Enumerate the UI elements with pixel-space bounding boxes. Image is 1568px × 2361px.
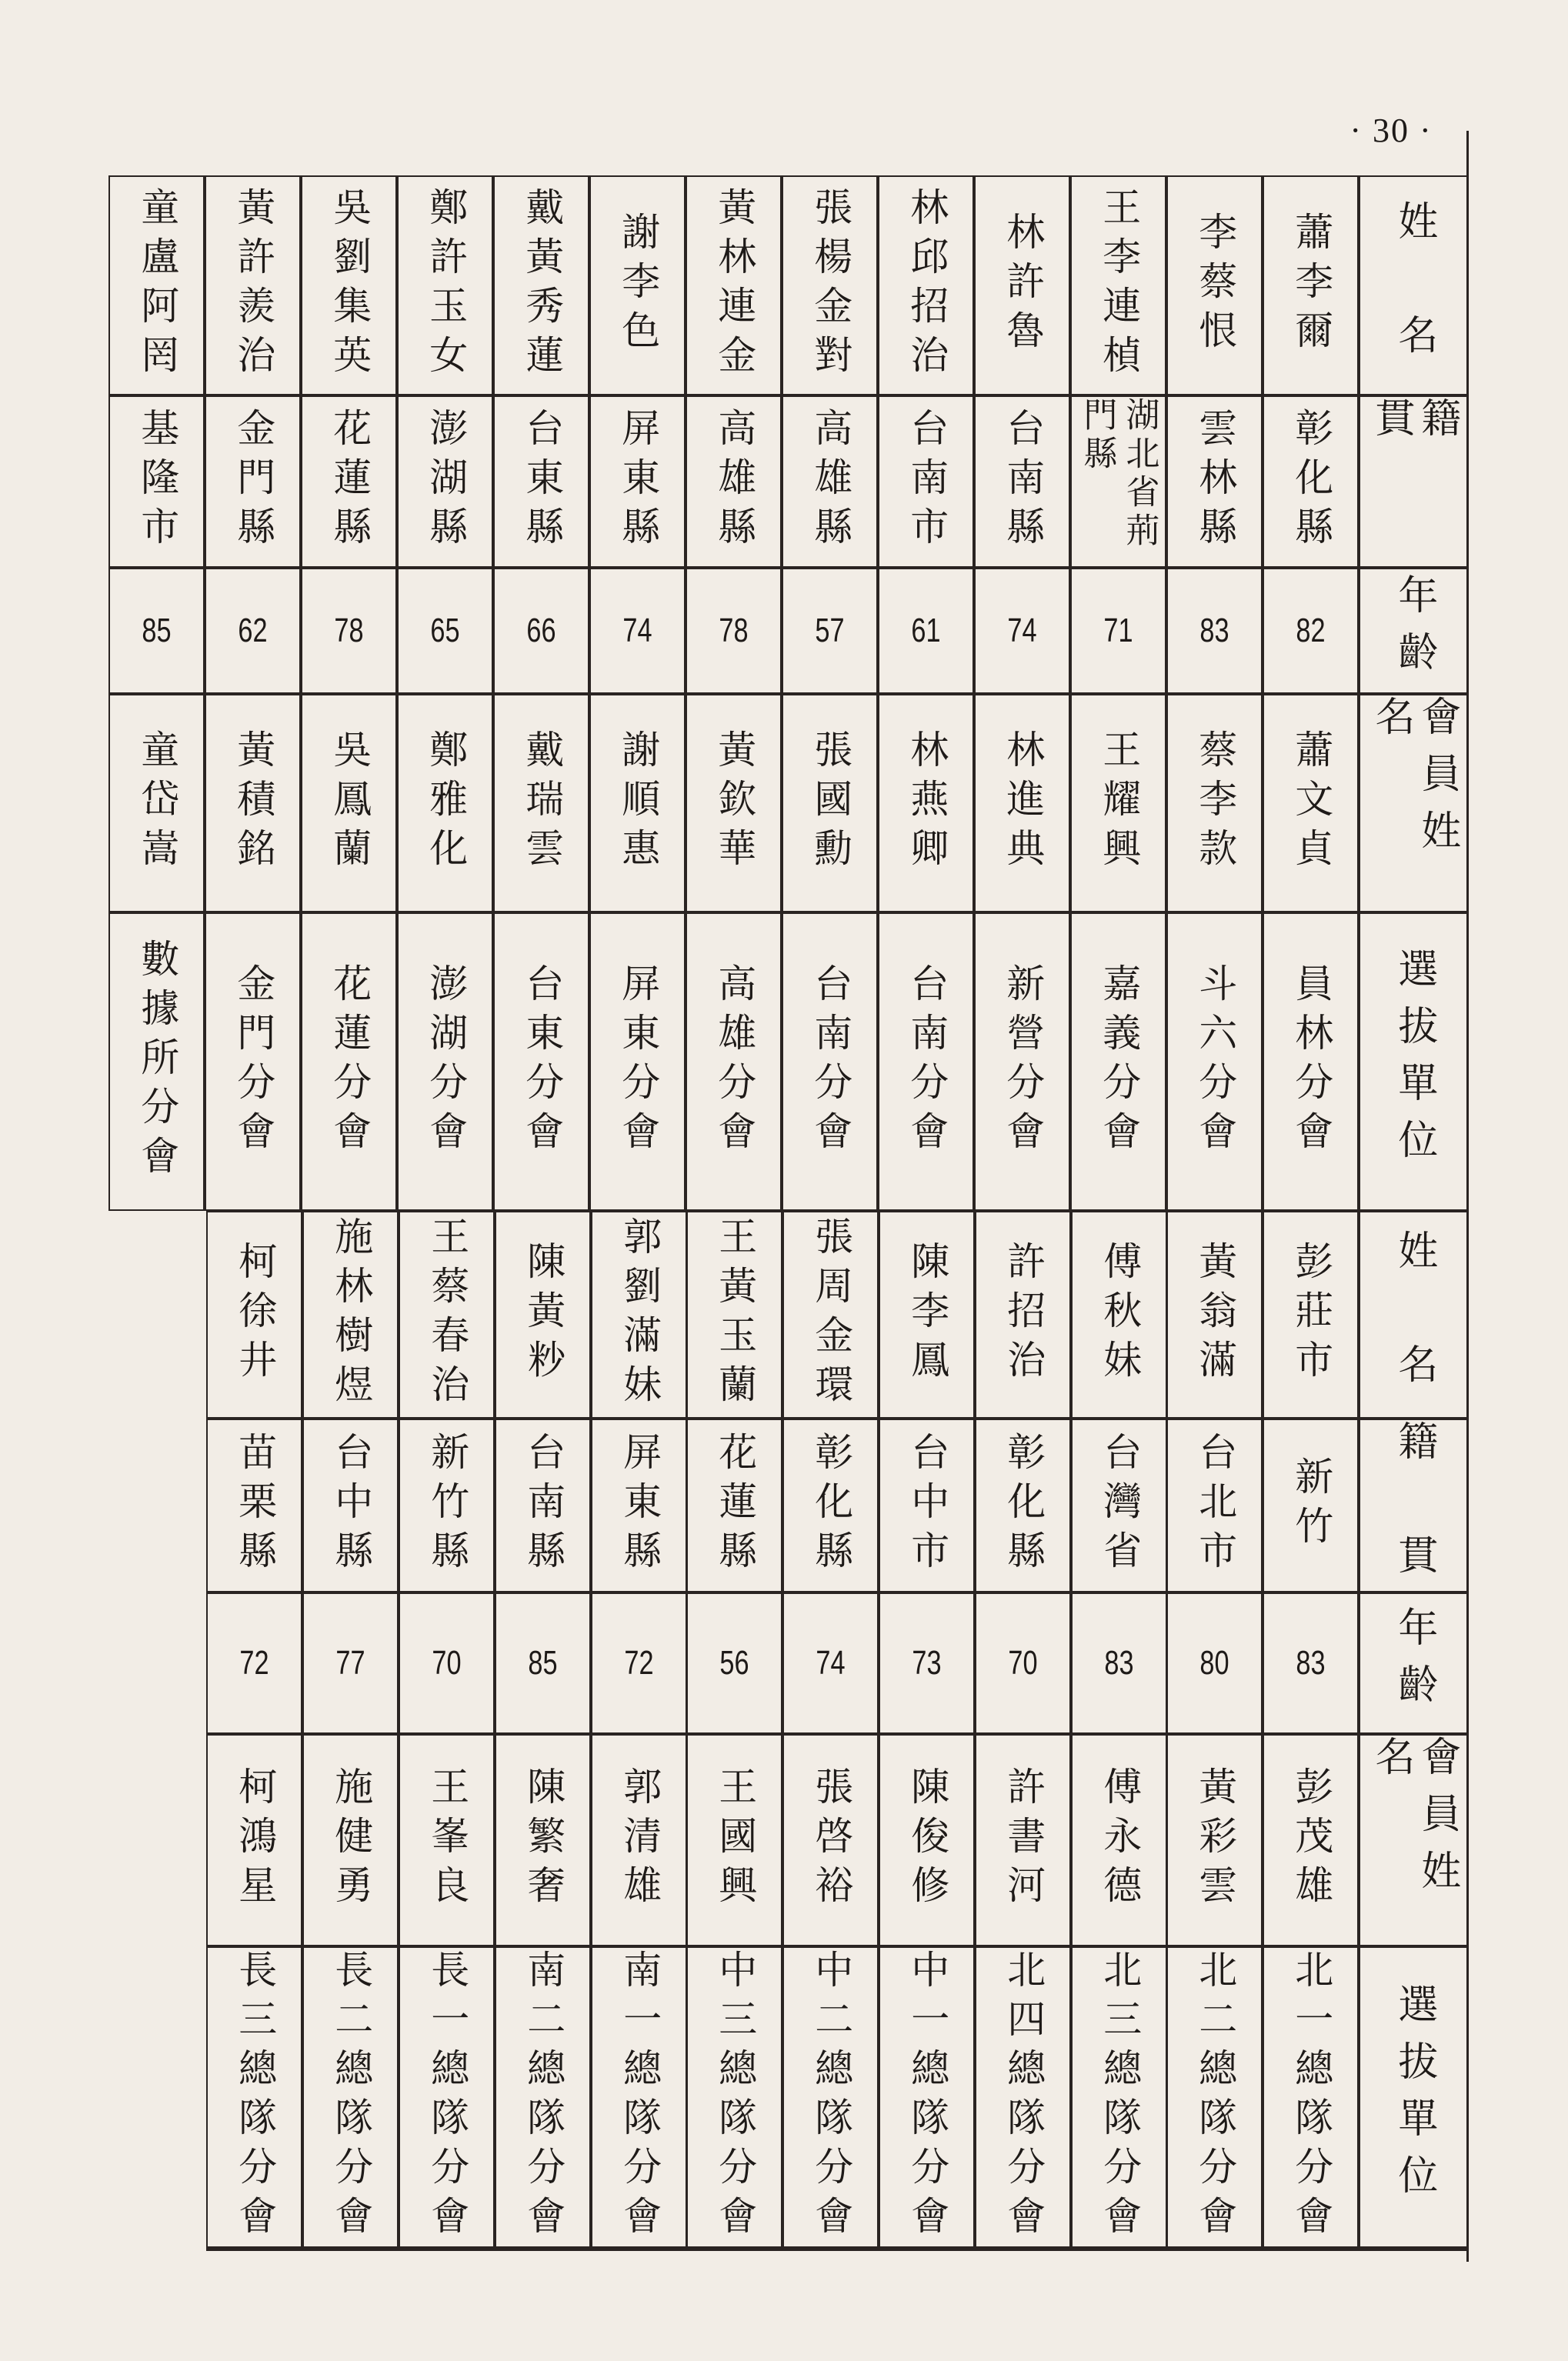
row-unit: 斗六分會 <box>1193 963 1238 1160</box>
row-age-cell <box>974 568 1070 694</box>
row-age-cell <box>108 568 205 694</box>
row-member: 戴瑞雲 <box>519 729 565 877</box>
row2-member-cell <box>686 1734 782 1946</box>
row-name-cell <box>1070 175 1166 395</box>
row-member-cell <box>589 694 686 912</box>
row2-age: 70 <box>432 1644 462 1682</box>
header-native: 籍 貫 <box>1368 397 1460 511</box>
row2-name: 黃翁滿 <box>1193 1241 1238 1389</box>
row2-age-cell <box>399 1592 495 1734</box>
row-native: 彰化縣 <box>1289 408 1334 555</box>
header-unit: 選拔單位 <box>1390 948 1437 1175</box>
row2-name: 張周金環 <box>809 1216 854 1413</box>
row2-name-cell <box>686 1211 782 1419</box>
row-age-cell <box>686 568 782 694</box>
row2-name: 許招治 <box>1001 1241 1046 1389</box>
row2-member-cell <box>206 1734 302 1946</box>
row-unit: 嘉義分會 <box>1096 963 1142 1160</box>
row2-native: 台灣省 <box>1097 1432 1143 1579</box>
row-member-cell <box>397 694 493 912</box>
row-unit-cell <box>878 912 974 1211</box>
row2-unit: 南二總隊分會 <box>521 1949 566 2245</box>
row2-member: 陳俊修 <box>905 1766 950 1914</box>
row-age: 65 <box>430 612 460 649</box>
row2-unit: 北四總隊分會 <box>1001 1949 1046 2245</box>
row-member: 黃積銘 <box>231 729 276 877</box>
row2-native-cell <box>975 1419 1071 1592</box>
row-name-cell <box>397 175 493 395</box>
row2-unit: 中一總隊分會 <box>905 1949 950 2245</box>
header-unit-cell <box>1359 912 1468 1211</box>
row-native-cell <box>782 395 878 568</box>
row-unit-cell <box>1070 912 1166 1211</box>
row-member-cell <box>1166 694 1263 912</box>
row-name-cell <box>1263 175 1359 395</box>
row2-native: 台南縣 <box>521 1432 566 1579</box>
row-member: 王耀興 <box>1096 729 1142 877</box>
row-unit-cell <box>589 912 686 1211</box>
row2-native: 苗栗縣 <box>232 1432 278 1579</box>
row2-name-cell <box>591 1211 687 1419</box>
row2-age-cell <box>782 1592 879 1734</box>
row2-age: 85 <box>528 1644 558 1682</box>
row2-age-cell <box>591 1592 687 1734</box>
row-age: 71 <box>1103 612 1133 649</box>
row-age-cell <box>1166 568 1263 694</box>
row2-name-cell <box>1071 1211 1167 1419</box>
row-native-cell <box>108 395 205 568</box>
row-native: 屏東縣 <box>616 408 661 555</box>
row-age: 78 <box>719 612 749 649</box>
row2-name-cell <box>206 1211 302 1419</box>
row-unit-cell <box>1166 912 1263 1211</box>
row-age-cell <box>493 568 589 694</box>
row-unit: 澎湖分會 <box>423 963 469 1160</box>
row2-name: 陳黃粆 <box>521 1241 566 1389</box>
row-member-cell <box>205 694 301 912</box>
header2-unit: 選拔單位 <box>1390 1983 1437 2211</box>
row2-unit-cell <box>975 1946 1071 2248</box>
row-native-cell <box>589 395 686 568</box>
row-native-cell <box>974 395 1070 568</box>
row-name-cell <box>782 175 878 395</box>
row-member-cell <box>1263 694 1359 912</box>
row2-unit-cell <box>1166 1946 1263 2248</box>
row-unit-cell <box>205 912 301 1211</box>
row2-native-cell <box>591 1419 687 1592</box>
row-native-cell <box>205 395 301 568</box>
row2-member-cell <box>591 1734 687 1946</box>
row2-name-cell <box>879 1211 975 1419</box>
header-age-cell <box>1359 568 1468 694</box>
row2-unit: 南一總隊分會 <box>617 1949 662 2245</box>
row-unit: 台南分會 <box>808 963 853 1160</box>
header-age: 年齡 <box>1390 574 1437 688</box>
header2-age: 年齡 <box>1390 1606 1437 1720</box>
row-unit-cell <box>397 912 493 1211</box>
row-name: 黃林連金 <box>712 187 757 384</box>
row2-native-cell <box>302 1419 399 1592</box>
row-name-cell <box>301 175 397 395</box>
header-name-cell <box>1359 175 1468 395</box>
row-name: 張楊金對 <box>808 187 853 384</box>
row-member-cell <box>878 694 974 912</box>
row-native: 高雄縣 <box>808 408 853 555</box>
row2-name: 王黃玉蘭 <box>712 1216 758 1413</box>
row-unit: 高雄分會 <box>712 963 757 1160</box>
row2-age: 72 <box>239 1644 269 1682</box>
row-native: 花蓮縣 <box>327 408 372 555</box>
row2-age-cell <box>302 1592 399 1734</box>
header2-name: 姓 名 <box>1390 1229 1437 1400</box>
row2-name-cell <box>1166 1211 1263 1419</box>
row-member-cell <box>493 694 589 912</box>
row-name-cell <box>878 175 974 395</box>
row2-name: 施林樹煜 <box>329 1216 374 1413</box>
row-native: 高雄縣 <box>712 408 757 555</box>
row-unit-cell <box>686 912 782 1211</box>
row2-name: 陳李鳳 <box>905 1241 950 1389</box>
row-unit-cell <box>782 912 878 1211</box>
row-member-cell <box>108 694 205 912</box>
row-name-cell <box>686 175 782 395</box>
row-name-cell <box>108 175 205 395</box>
row2-member: 張啓裕 <box>809 1766 854 1914</box>
row2-native: 彰化縣 <box>1001 1432 1046 1579</box>
row2-unit-cell <box>206 1946 302 2248</box>
row2-name-cell <box>399 1211 495 1419</box>
row-native-cell <box>686 395 782 568</box>
row2-native: 彰化縣 <box>809 1432 854 1579</box>
row2-unit: 長三總隊分會 <box>232 1949 278 2245</box>
row2-unit-cell <box>495 1946 591 2248</box>
row2-member-cell <box>1166 1734 1263 1946</box>
row-member: 蔡李款 <box>1193 729 1238 877</box>
row2-native-cell <box>206 1419 302 1592</box>
row-member: 吳鳳蘭 <box>327 729 372 877</box>
row2-age: 56 <box>719 1644 749 1682</box>
row2-native: 花蓮縣 <box>712 1432 758 1579</box>
row2-unit: 長一總隊分會 <box>425 1949 470 2245</box>
row2-member: 王國興 <box>712 1766 758 1914</box>
row-age-cell <box>782 568 878 694</box>
row-name: 謝李色 <box>616 212 661 359</box>
row-unit-cell <box>493 912 589 1211</box>
header2-unit-cell <box>1359 1946 1468 2248</box>
row-name: 李蔡恨 <box>1193 212 1238 359</box>
row-native-cell <box>1070 395 1166 568</box>
row2-native: 台中市 <box>905 1432 950 1579</box>
row2-age-cell <box>206 1592 302 1734</box>
row-member: 童岱嵩 <box>135 729 180 877</box>
row-name-cell <box>974 175 1070 395</box>
header2-age-cell <box>1359 1592 1468 1734</box>
row2-name-cell <box>782 1211 879 1419</box>
row-native-cell <box>878 395 974 568</box>
row-native: 台南縣 <box>1000 408 1046 555</box>
row2-member-cell <box>302 1734 399 1946</box>
row-age: 78 <box>334 612 364 649</box>
row-unit-cell <box>1263 912 1359 1211</box>
row2-name: 柯徐井 <box>232 1241 278 1389</box>
row2-unit-cell <box>1071 1946 1167 2248</box>
row2-age-cell <box>1166 1592 1263 1734</box>
row2-member-cell <box>975 1734 1071 1946</box>
header2-native: 籍 貫 <box>1390 1420 1437 1591</box>
row2-name-cell <box>495 1211 591 1419</box>
row-member-cell <box>782 694 878 912</box>
row-age: 57 <box>815 612 845 649</box>
row2-name-cell <box>975 1211 1071 1419</box>
row-age: 74 <box>1007 612 1037 649</box>
row-member: 林進典 <box>1000 729 1046 877</box>
row2-member: 王峯良 <box>425 1766 470 1914</box>
row2-age-cell <box>975 1592 1071 1734</box>
row2-name: 彭莊市 <box>1289 1241 1334 1389</box>
row-name-cell <box>205 175 301 395</box>
row2-age-cell <box>1263 1592 1359 1734</box>
row2-name: 郭劉滿妹 <box>617 1216 662 1413</box>
header2-member: 會員姓名 <box>1368 1736 1460 1906</box>
row2-native-cell <box>1071 1419 1167 1592</box>
row2-member-cell <box>399 1734 495 1946</box>
row-unit-cell <box>301 912 397 1211</box>
row2-member-cell <box>1263 1734 1359 1946</box>
row2-age: 70 <box>1008 1644 1038 1682</box>
row-age-cell <box>878 568 974 694</box>
row-member: 張國勳 <box>808 729 853 877</box>
row-name: 蕭李爾 <box>1289 212 1334 359</box>
row-name-cell <box>493 175 589 395</box>
row-unit: 台南分會 <box>904 963 949 1160</box>
row2-age-cell <box>495 1592 591 1734</box>
header2-name-cell <box>1359 1211 1468 1419</box>
row-age: 85 <box>142 612 172 649</box>
row-unit: 花蓮分會 <box>327 963 372 1160</box>
row-member: 林燕卿 <box>904 729 949 877</box>
row2-age: 80 <box>1199 1644 1229 1682</box>
row2-unit: 北二總隊分會 <box>1193 1949 1238 2245</box>
row-member-cell <box>974 694 1070 912</box>
row2-native-cell <box>1263 1419 1359 1592</box>
row2-member: 柯鴻星 <box>232 1766 278 1914</box>
row2-unit-cell <box>879 1946 975 2248</box>
row2-member: 彭茂雄 <box>1289 1766 1334 1914</box>
row-age: 61 <box>911 612 941 649</box>
row-native: 台東縣 <box>519 408 565 555</box>
row-member: 黃欽華 <box>712 729 757 877</box>
row-native-cell <box>1263 395 1359 568</box>
row-name-cell <box>1166 175 1263 395</box>
header-member: 會員姓名 <box>1368 695 1460 866</box>
row2-native: 屏東縣 <box>617 1432 662 1579</box>
row-unit: 屏東分會 <box>616 963 661 1160</box>
row-name: 吳劉集英 <box>327 187 372 384</box>
header-native-cell <box>1359 395 1468 568</box>
row-member-cell <box>1070 694 1166 912</box>
row-age: 62 <box>238 612 268 649</box>
row2-member-cell <box>879 1734 975 1946</box>
row-native: 基隆市 <box>135 408 180 555</box>
row2-member: 許書河 <box>1001 1766 1046 1914</box>
row2-name-cell <box>1263 1211 1359 1419</box>
row-native-cell <box>301 395 397 568</box>
row2-unit: 北三總隊分會 <box>1097 1949 1143 2245</box>
row2-native-cell <box>1166 1419 1263 1592</box>
row-age: 74 <box>622 612 652 649</box>
row2-unit-cell <box>782 1946 879 2248</box>
row2-native-cell <box>495 1419 591 1592</box>
row-native-cell <box>397 395 493 568</box>
row2-native: 新竹 <box>1289 1456 1334 1555</box>
row2-member-cell <box>782 1734 879 1946</box>
row-member-cell <box>301 694 397 912</box>
row-native-cell <box>493 395 589 568</box>
row-age-cell <box>397 568 493 694</box>
row2-age: 73 <box>912 1644 942 1682</box>
row2-native: 台北市 <box>1193 1432 1238 1579</box>
row2-name: 王蔡春治 <box>425 1216 470 1413</box>
row2-age: 83 <box>1104 1644 1134 1682</box>
row2-native-cell <box>399 1419 495 1592</box>
row2-name: 傅秋妹 <box>1097 1241 1143 1389</box>
row2-member: 黃彩雲 <box>1193 1766 1238 1914</box>
row-member-cell <box>686 694 782 912</box>
row-age: 82 <box>1296 612 1326 649</box>
row-native-cell <box>1166 395 1263 568</box>
row-name: 林邱招治 <box>904 187 949 384</box>
bottom-border-rule <box>206 2248 1468 2251</box>
row-native: 台南市 <box>904 408 949 555</box>
row-name: 林許魯 <box>1000 212 1046 359</box>
header2-native-cell <box>1359 1419 1468 1592</box>
row-unit-cell <box>108 912 205 1211</box>
row-unit: 台東分會 <box>519 963 565 1160</box>
row-age-cell <box>1070 568 1166 694</box>
header2-member-cell <box>1359 1734 1468 1946</box>
row-unit: 數據所分會 <box>135 939 180 1185</box>
row2-age-cell <box>1071 1592 1167 1734</box>
row2-native-cell <box>782 1419 879 1592</box>
row2-name-cell <box>302 1211 399 1419</box>
row2-native-cell <box>879 1419 975 1592</box>
row-unit-cell <box>974 912 1070 1211</box>
row2-member: 郭清雄 <box>617 1766 662 1914</box>
row2-unit: 長二總隊分會 <box>329 1949 374 2245</box>
row-name: 黃許羨治 <box>231 187 276 384</box>
row-name: 童盧阿罔 <box>135 187 180 384</box>
row2-unit-cell <box>591 1946 687 2248</box>
row2-unit-cell <box>1263 1946 1359 2248</box>
row2-age: 74 <box>816 1644 846 1682</box>
row2-member-cell <box>1071 1734 1167 1946</box>
row-name: 戴黃秀蓮 <box>519 187 565 384</box>
row-unit: 員林分會 <box>1289 963 1334 1160</box>
row2-unit: 中二總隊分會 <box>809 1949 854 2245</box>
row2-unit-cell <box>399 1946 495 2248</box>
row2-age: 83 <box>1296 1644 1326 1682</box>
row2-member-cell <box>495 1734 591 1946</box>
row-age-cell <box>589 568 686 694</box>
row2-age: 72 <box>624 1644 654 1682</box>
row-age-cell <box>1263 568 1359 694</box>
row-unit: 新營分會 <box>1000 963 1046 1160</box>
header-name: 姓 名 <box>1390 200 1437 371</box>
header-member-cell <box>1359 694 1468 912</box>
row2-member: 陳繁奢 <box>521 1766 566 1914</box>
row2-unit: 北一總隊分會 <box>1289 1949 1334 2245</box>
row2-unit-cell <box>686 1946 782 2248</box>
page-number: · 30 · <box>1349 112 1433 149</box>
row2-member: 施健勇 <box>329 1766 374 1914</box>
row2-age: 77 <box>335 1644 365 1682</box>
row-age: 83 <box>1199 612 1229 649</box>
row-age-cell <box>301 568 397 694</box>
row-native: 金門縣 <box>231 408 276 555</box>
row2-unit-cell <box>302 1946 399 2248</box>
row-age: 66 <box>526 612 556 649</box>
row2-age-cell <box>686 1592 782 1734</box>
row-member: 蕭文貞 <box>1289 729 1334 877</box>
row-native: 澎湖縣 <box>423 408 469 555</box>
row2-native-cell <box>686 1419 782 1592</box>
row-name-cell <box>589 175 686 395</box>
row2-native: 台中縣 <box>329 1432 374 1579</box>
row-native: 雲林縣 <box>1193 408 1238 555</box>
row-native: 湖北省荊門縣 <box>1077 397 1159 551</box>
row2-member: 傅永德 <box>1097 1766 1143 1914</box>
row2-age-cell <box>879 1592 975 1734</box>
row-age-cell <box>205 568 301 694</box>
row2-native: 新竹縣 <box>425 1432 470 1579</box>
row-member: 鄭雅化 <box>423 729 469 877</box>
row-name: 王李連楨 <box>1096 187 1142 384</box>
row2-unit: 中三總隊分會 <box>712 1949 758 2245</box>
row-name: 鄭許玉女 <box>423 187 469 384</box>
row-member: 謝順惠 <box>616 729 661 877</box>
row-unit: 金門分會 <box>231 963 276 1160</box>
